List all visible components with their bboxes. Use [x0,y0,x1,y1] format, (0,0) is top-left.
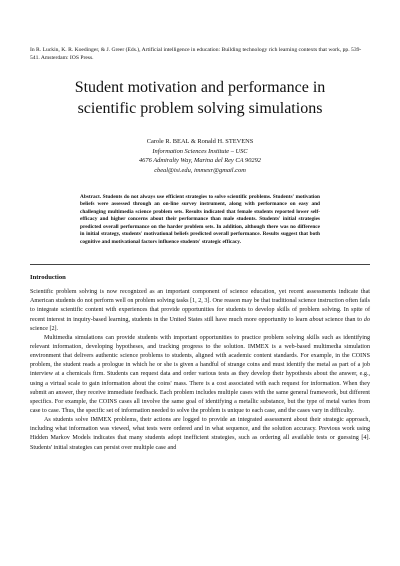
p1-text: Scientific problem solving is now recognized as an important component of science education, yet recent assessments indicate that American students do not perform well on problem solving tasks [1, 2, 3]. One reason may be that traditional science instruction often fails to integrate scientific content with experiences that provide opportunities for students to develop skills of problem solving. In spite of recent interest in inquiry-based learning, students in the United States still have much more opportunity to learn [30,289,370,323]
p1-text-mid: science than to [323,316,364,323]
intro-paragraph-3: As students solve IMMEX problems, their actions are logged to provide an integrated assessment about their strategic approach, including what information was viewed, what tests were ordered and in what sequence, and the solution accuracy. Previous work using Hidden Markov Models indicates that many students adopt inefficient strategies, such as ordering all available tests or guessing [4]. Students' initial strategies can persist over multiple case and [30,417,370,451]
abstract-label: Abstract. [80,193,102,200]
paper-title [30,78,370,119]
author-email: cbeal@isi.edu, immexr@gmail.com [154,166,246,174]
p1-text-end: science [2]. [30,325,59,332]
author-affiliation: Information Sciences Institute – USC [152,147,248,155]
p1-emphasis-do: do [363,316,370,323]
intro-paragraph-2: Multimedia simulations can provide students with important opportunities to practice problem solving skills such as identifying relevant information, developing hypotheses, and tracking progress to the solution. IMMEX is a web-based multimedia simulation environment that delivers authentic science problems to students, aligned with academic content standards. For example, in the COINS problem, the student reads a prologue in which he or she is given a handful of strange coins and must identify the metal as part of a job interview at a chemicals firm. Students can request data and order various tests as they develop their hypothesis about the answer, e.g., using a virtual scale to gain information about the coins' mass. There is a cost associated with each request for information. When they submit an answer, they receive immediate feedback. Each problem includes multiple cases with the same general framework, but different specifics. For example, the COINS cases all involve the same goal of identifying a metallic substance, but the type of metal varies from case to case. Thus, the specific set of information needed to solve the problem is unique to each case, and the cases vary in difficulty. [30,334,370,415]
author-block [30,137,370,175]
abstract-text: Students do not always use efficient strategies to solve scientific problems. Students' motivation beliefs were assessed through an on-line survey instrument, along with performance on easy and challenging multimedia science problem sets. Results indicated that female students reported lower self-efficacy and higher concerns about their performance than male students. Students' initial strategies predicted overall performance on the harder problem sets. In addition, although there was no difference in initial strategy, students' motivational beliefs predicted overall performance. Results suggest that both cognitive and motivational factors influence students' strategic efficacy. [80,193,320,245]
intro-paragraph-1 [30,288,370,334]
section-heading: Introduction [30,274,66,282]
author-names: Carole R. BEAL & Ronald H. STEVENS [146,138,254,146]
abstract [80,194,320,247]
author-address: 4676 Admiralty Way, Marina del Rey CA 90292 [138,157,261,165]
section-divider [30,264,370,265]
p1-emphasis-about: about [309,316,324,323]
title-line-2: scientific problem solving simulations [77,99,323,117]
citation: In R. Luckin, K. R. Koedinger, & J. Greer (Eds.), Artificial intelligence in education: Building technology rich learning contexts that work, pp. 539-541. Amsterdam: IOS Press. [30,47,362,62]
title-line-1: Student motivation and performance in [74,79,326,97]
